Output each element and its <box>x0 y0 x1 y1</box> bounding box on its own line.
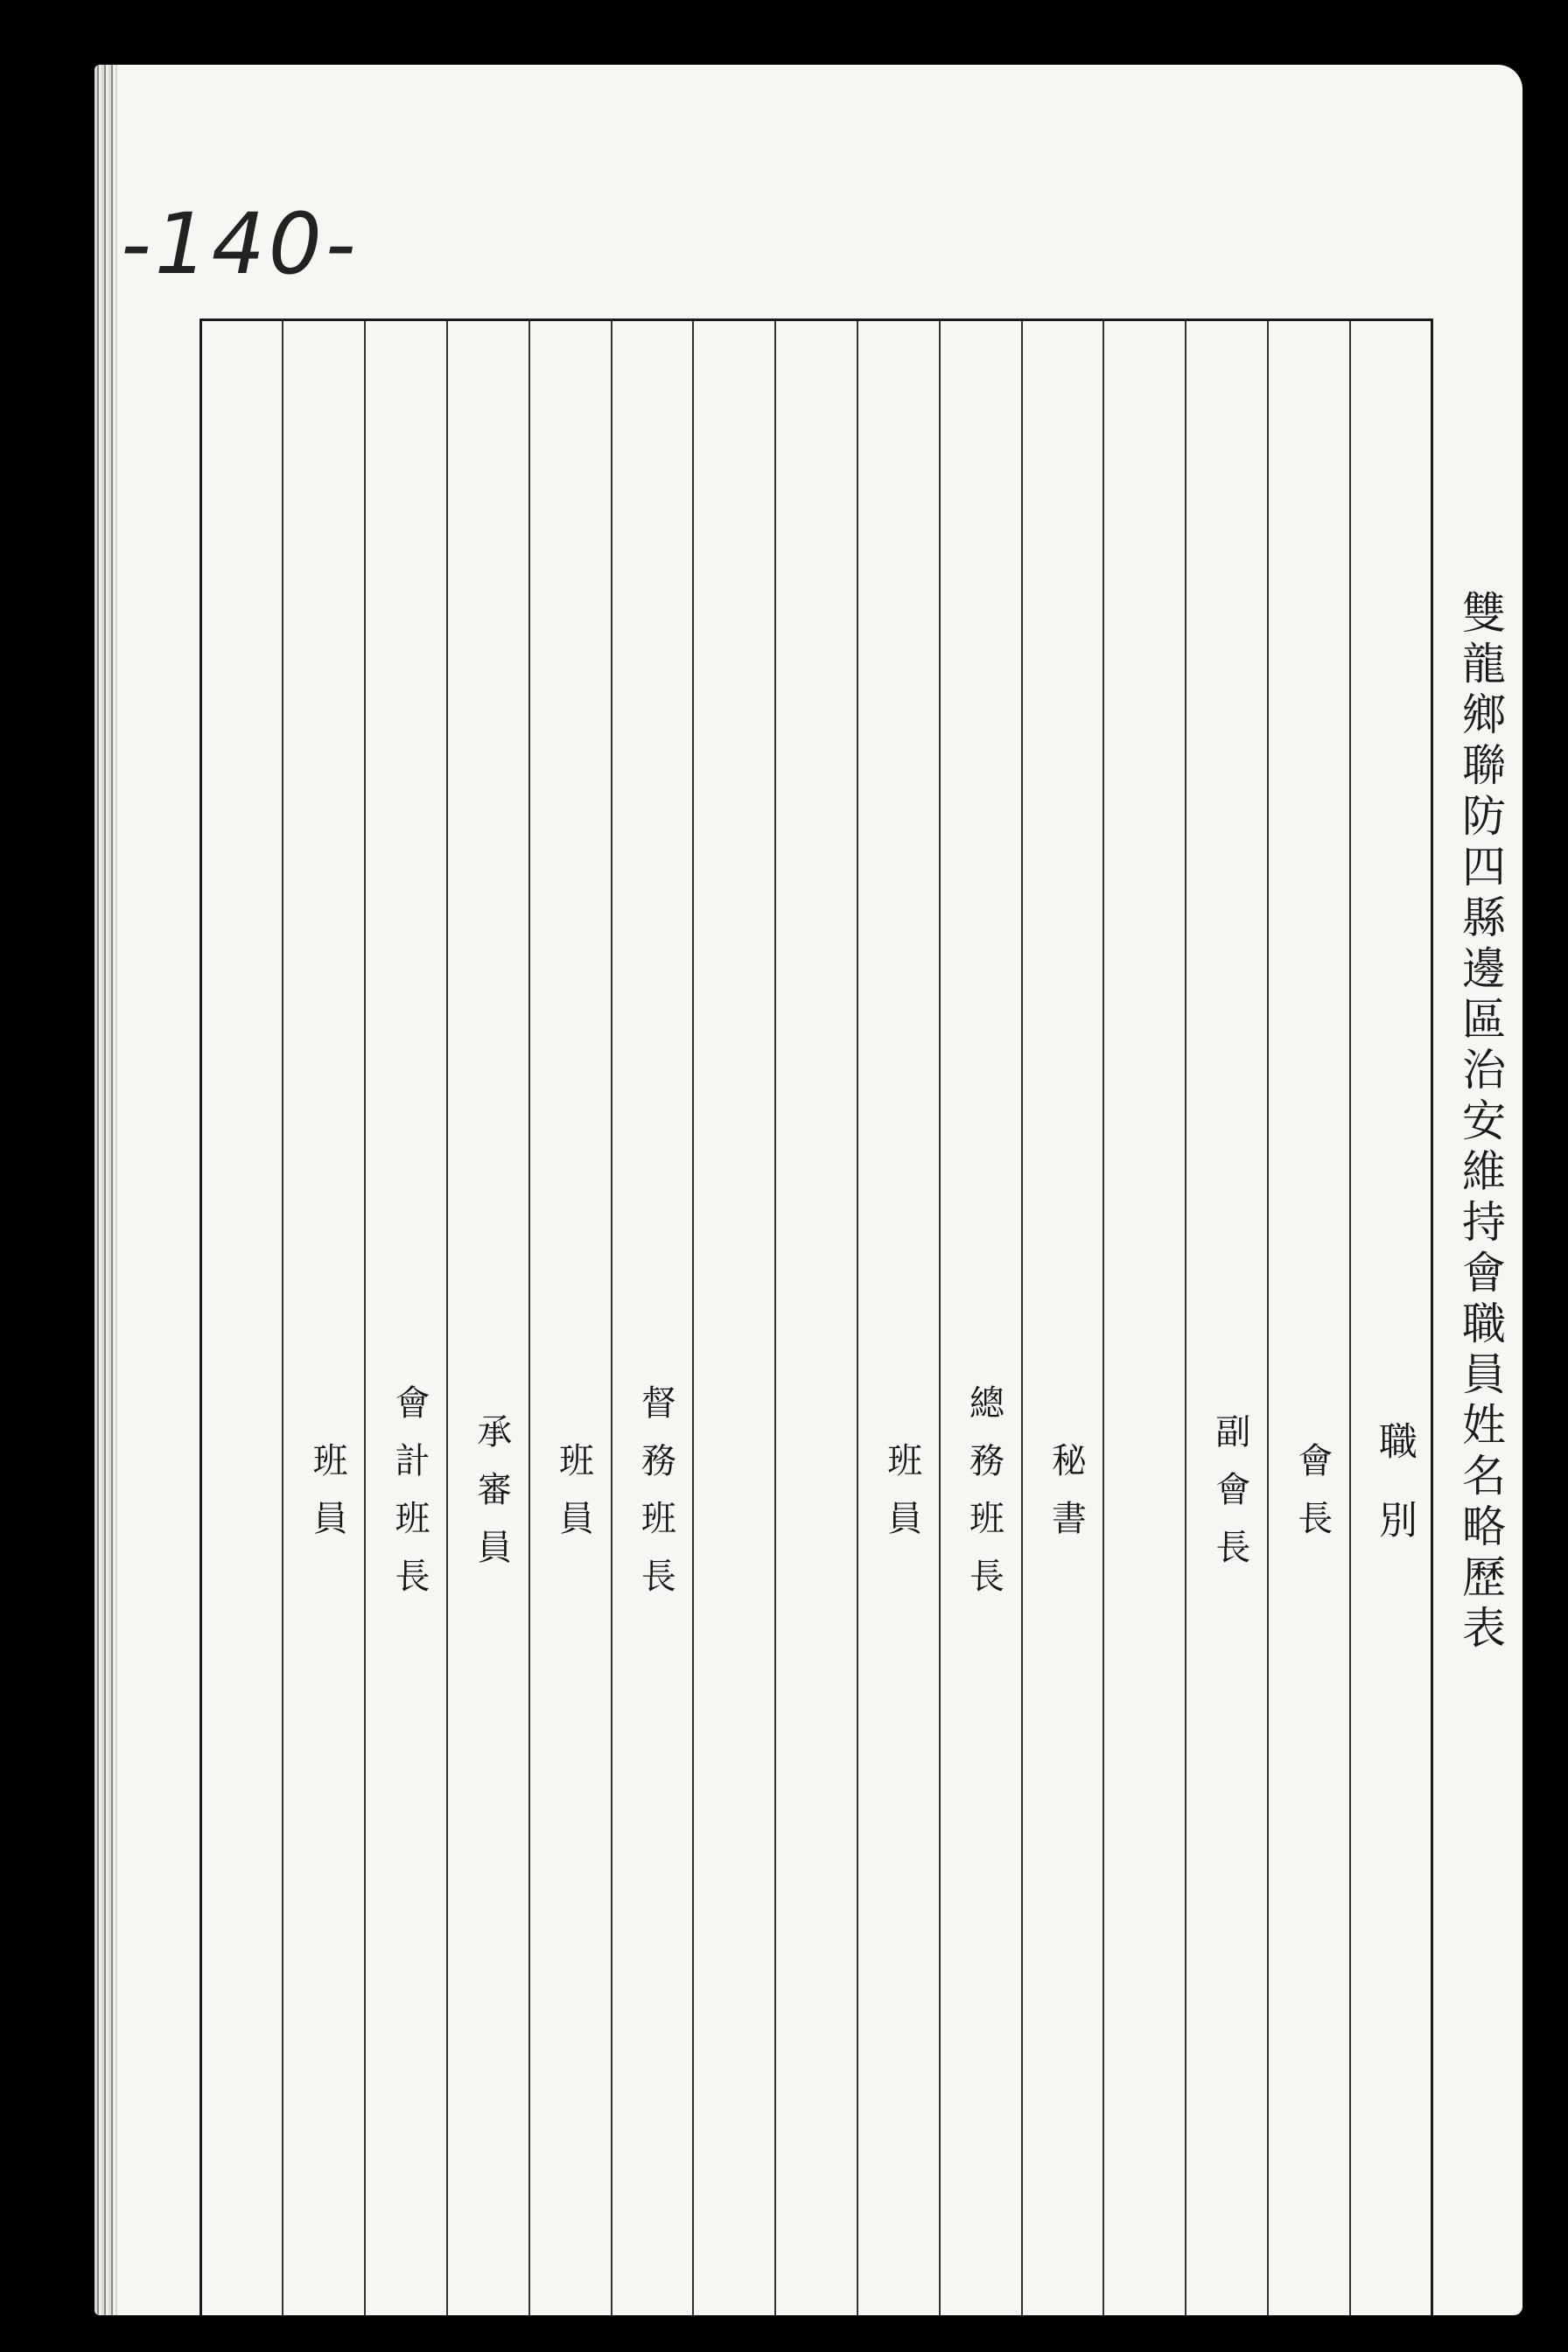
table-cell-title <box>940 320 1022 2316</box>
header-title <box>1350 320 1432 2316</box>
cell-text: 會計班長 <box>388 1384 430 1615</box>
cell-text: 班員 <box>307 1442 348 1558</box>
table-cell-title <box>1186 320 1268 2316</box>
cell-text: 副會長 <box>1209 1413 1250 1586</box>
cell-text: 班員 <box>553 1442 594 1558</box>
table-cell-title <box>201 320 284 2316</box>
cell-text: 會長 <box>1292 1442 1333 1558</box>
table-cell-title <box>612 320 694 2316</box>
header-label: 職別 <box>1372 1421 1417 1578</box>
cell-text: 總務班長 <box>963 1384 1004 1615</box>
table-cell-title <box>447 320 529 2316</box>
table-cell-title <box>1022 320 1104 2316</box>
table-cell-title <box>1103 320 1186 2316</box>
table-field-band-title <box>201 320 1432 2316</box>
roster-table-wrap <box>200 318 1433 2191</box>
table-cell-title <box>693 320 775 2316</box>
table-cell-title <box>283 320 365 2316</box>
page-title: 雙龍鄉聯防四縣邊區治安維持會職員姓名略歷表 <box>1455 590 1506 1656</box>
cell-text: 秘書 <box>1046 1442 1087 1558</box>
roster-table <box>200 318 1433 2315</box>
table-cell-title <box>775 320 858 2316</box>
book-spine <box>94 65 117 2315</box>
table-cell-title <box>529 320 612 2316</box>
cell-text: 督務班長 <box>635 1384 676 1615</box>
cell-text: 班員 <box>881 1442 922 1558</box>
table-cell-title <box>1268 320 1350 2316</box>
cell-text: 承審員 <box>471 1413 512 1586</box>
page-number: -140- <box>121 195 360 293</box>
document-page <box>94 65 1522 2315</box>
table-cell-title <box>858 320 940 2316</box>
table-cell-title <box>365 320 447 2316</box>
